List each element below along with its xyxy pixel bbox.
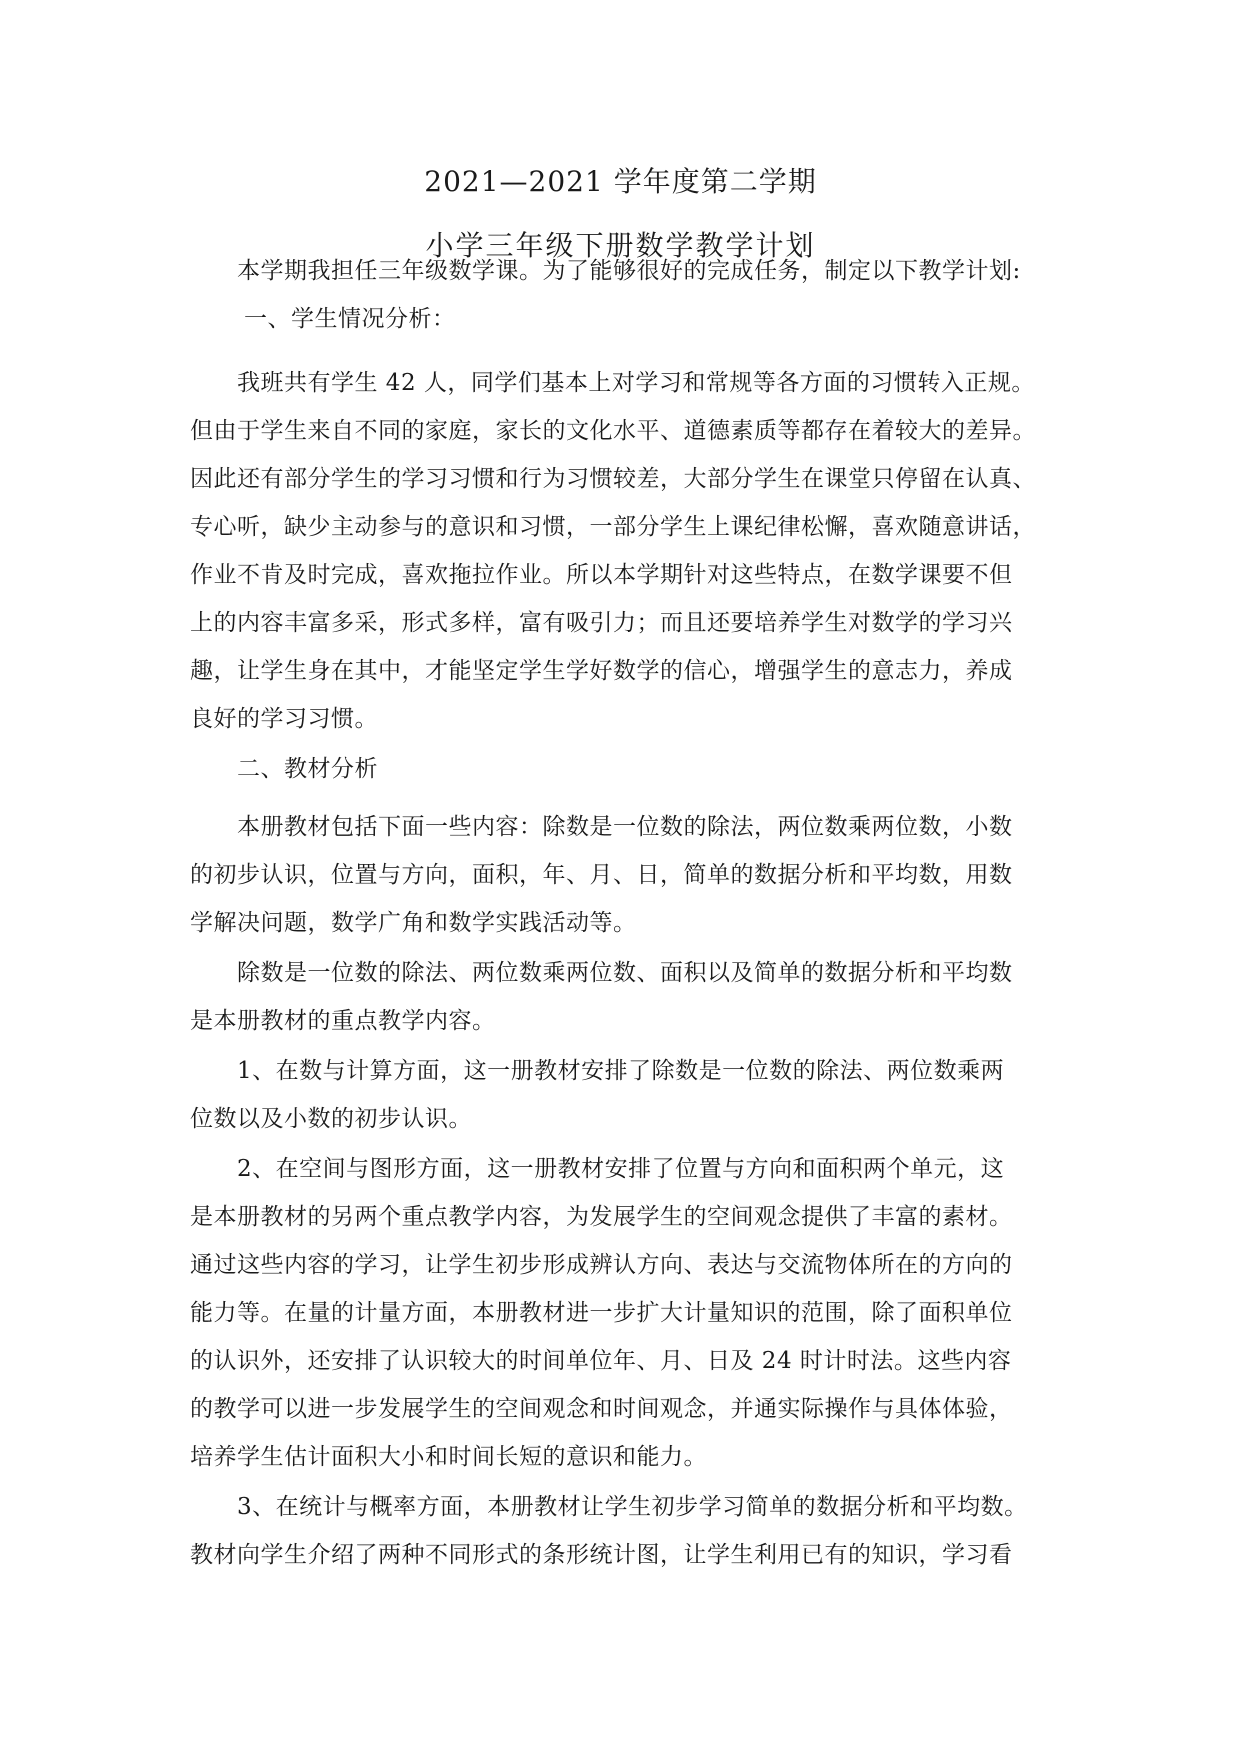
paragraph-line: 是本册教材的重点教学内容。 (190, 1008, 496, 1034)
paragraph-line: 除数是一位数的除法、两位数乘两位数、面积以及简单的数据分析和平均数 (237, 960, 1013, 986)
paragraph-line: 位数以及小数的初步认识。 (190, 1106, 472, 1132)
paragraph-line: 的初步认识，位置与方向，面积，年、月、日，简单的数据分析和平均数，用数 (190, 862, 1013, 888)
paragraph-line: 专心听，缺少主动参与的意识和习惯，一部分学生上课纪律松懈，喜欢随意讲话， (190, 514, 1036, 540)
intro-line: 本学期我担任三年级数学课。为了能够很好的完成任务，制定以下教学计划: (237, 258, 1021, 284)
paragraph-line: 通过这些内容的学习，让学生初步形成辨认方向、表达与交流物体所在的方向的 (190, 1252, 1013, 1278)
paragraph-line: 是本册教材的另两个重点教学内容，为发展学生的空间观念提供了丰富的素材。 (190, 1204, 1013, 1230)
document-title-year: 2021—2021 学年度第二学期 (424, 165, 817, 198)
paragraph-line: 趣，让学生身在其中，才能坚定学生学好数学的信心，增强学生的意志力，养成 (190, 658, 1013, 684)
paragraph-line: 能力等。在量的计量方面，本册教材进一步扩大计量知识的范围，除了面积单位 (190, 1300, 1013, 1326)
document-title-plan: 小学三年级下册数学教学计划 (425, 229, 816, 262)
paragraph-line: 因此还有部分学生的学习习惯和行为习惯较差，大部分学生在课堂只停留在认真、 (190, 466, 1036, 492)
paragraph-line: 作业不肯及时完成，喜欢拖拉作业。所以本学期针对这些特点，在数学课要不但 (190, 562, 1013, 588)
paragraph-line: 的教学可以进一步发展学生的空间观念和时间观念，并通实际操作与具体体验， (190, 1396, 1013, 1422)
paragraph-line: 良好的学习习惯。 (190, 706, 378, 732)
paragraph-line: 学解决问题，数学广角和数学实践活动等。 (190, 910, 637, 936)
paragraph-line: 的认识外，还安排了认识较大的时间单位年、月、日及 24 时计时法。这些内容 (190, 1348, 1012, 1374)
paragraph-line: 1、在数与计算方面，这一册教材安排了除数是一位数的除法、两位数乘两 (237, 1058, 1005, 1084)
paragraph-line: 本册教材包括下面一些内容：除数是一位数的除法，两位数乘两位数，小数 (237, 814, 1013, 840)
paragraph-line: 但由于学生来自不同的家庭，家长的文化水平、道德素质等都存在着较大的差异。 (190, 418, 1036, 444)
paragraph-line: 教材向学生介绍了两种不同形式的条形统计图，让学生利用已有的知识，学习看 (190, 1542, 1013, 1568)
paragraph-line: 3、在统计与概率方面，本册教材让学生初步学习简单的数据分析和平均数。 (237, 1494, 1028, 1520)
paragraph-line: 我班共有学生 42 人，同学们基本上对学习和常规等各方面的习惯转入正规。 (237, 370, 1035, 396)
section-heading-textbook-analysis: 二、教材分析 (237, 756, 378, 782)
paragraph-line: 培养学生估计面积大小和时间长短的意识和能力。 (190, 1444, 707, 1470)
paragraph-line: 上的内容丰富多采，形式多样，富有吸引力；而且还要培养学生对数学的学习兴 (190, 610, 1013, 636)
paragraph-line: 2、在空间与图形方面，这一册教材安排了位置与方向和面积两个单元，这 (237, 1156, 1005, 1182)
section-heading-student-analysis: 一、学生情况分析： (244, 306, 456, 332)
